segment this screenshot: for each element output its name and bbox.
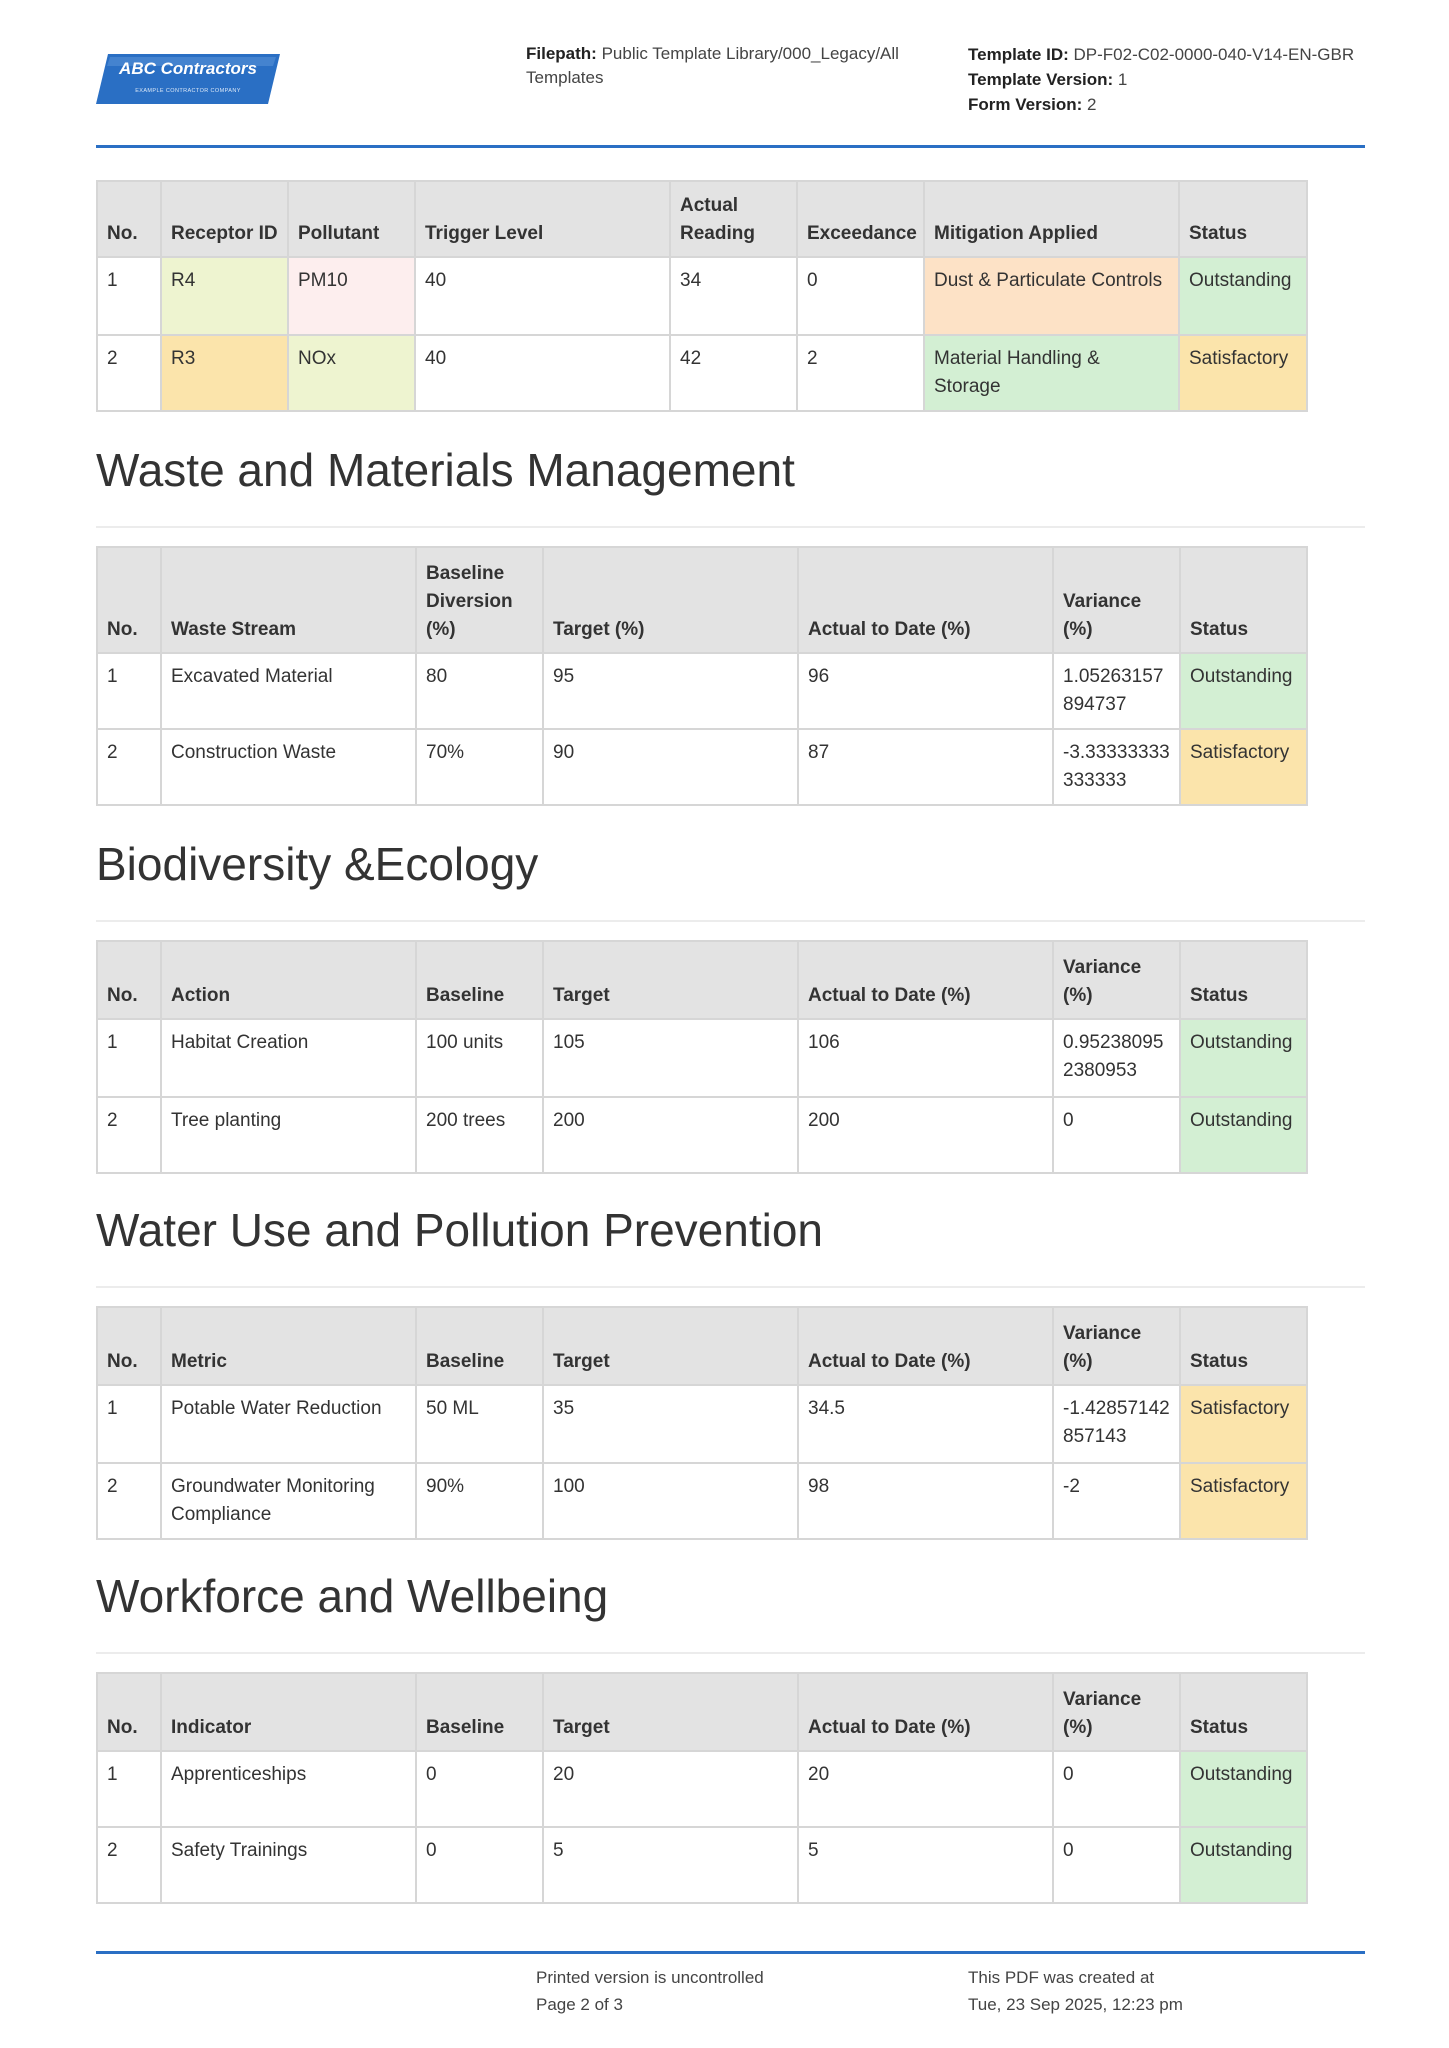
table-cell: 100 bbox=[543, 1463, 798, 1539]
section-divider bbox=[96, 526, 1365, 528]
table-cell: 2 bbox=[797, 335, 924, 411]
col-header: Action bbox=[161, 941, 416, 1019]
table-header-row bbox=[97, 181, 1307, 257]
table-row bbox=[97, 1463, 1307, 1539]
col-header: Variance (%) bbox=[1053, 1673, 1180, 1751]
template-version-line bbox=[968, 67, 1408, 92]
filepath-info bbox=[526, 42, 926, 90]
table-cell: 0 bbox=[797, 257, 924, 335]
table-cell: 34.5 bbox=[798, 1385, 1053, 1463]
table-row bbox=[97, 1019, 1307, 1097]
table-cell: 5 bbox=[543, 1827, 798, 1903]
table-header-row bbox=[97, 1673, 1307, 1751]
uncontrolled-note: Printed version is uncontrolled bbox=[536, 1968, 764, 1987]
logo-text: ABC Contractors bbox=[119, 59, 257, 78]
table-header-row bbox=[97, 1307, 1307, 1385]
table-cell: Habitat Creation bbox=[161, 1019, 416, 1097]
table-row bbox=[97, 335, 1307, 411]
table-cell: 2 bbox=[97, 1463, 161, 1539]
status-cell: Outstanding bbox=[1180, 1019, 1307, 1097]
col-header: Target (%) bbox=[543, 547, 798, 653]
table-cell: 0.952380952380953 bbox=[1053, 1019, 1180, 1097]
status-cell: Satisfactory bbox=[1180, 1385, 1307, 1463]
template-info bbox=[968, 42, 1408, 117]
table-cell: 20 bbox=[543, 1751, 798, 1827]
footer-divider bbox=[96, 1951, 1365, 1954]
col-header: Waste Stream bbox=[161, 547, 416, 653]
created-label: This PDF was created at bbox=[968, 1968, 1155, 1987]
table-cell: Potable Water Reduction bbox=[161, 1385, 416, 1463]
form-version-line bbox=[968, 92, 1408, 117]
table-cell: 1 bbox=[97, 1751, 161, 1827]
table-cell: 200 trees bbox=[416, 1097, 543, 1173]
table-cell: 2 bbox=[97, 1097, 161, 1173]
section-divider bbox=[96, 1286, 1365, 1288]
air-quality-table bbox=[96, 180, 1308, 412]
table-row bbox=[97, 653, 1307, 729]
table-cell: 2 bbox=[97, 729, 161, 805]
table-cell: 96 bbox=[798, 653, 1053, 729]
company-logo bbox=[96, 52, 280, 106]
filepath-label: Filepath: bbox=[526, 44, 597, 63]
table-row bbox=[97, 1751, 1307, 1827]
template-id-label: Template ID: bbox=[968, 45, 1069, 64]
table-cell: 1.05263157894737 bbox=[1053, 653, 1180, 729]
col-header: Metric bbox=[161, 1307, 416, 1385]
biodiversity-table bbox=[96, 940, 1308, 1174]
table-cell: 35 bbox=[543, 1385, 798, 1463]
col-header: Baseline Diversion (%) bbox=[416, 547, 543, 653]
col-header: Status bbox=[1180, 941, 1307, 1019]
table-row bbox=[97, 1097, 1307, 1173]
footer-left bbox=[536, 1964, 896, 2018]
section-title-water: Water Use and Pollution Prevention bbox=[96, 1204, 824, 1256]
col-header: Status bbox=[1180, 1673, 1307, 1751]
table-cell: 50 ML bbox=[416, 1385, 543, 1463]
created-timestamp: Tue, 23 Sep 2025, 12:23 pm bbox=[968, 1995, 1183, 2014]
col-header: Variance (%) bbox=[1053, 941, 1180, 1019]
table-cell: 5 bbox=[798, 1827, 1053, 1903]
table-row bbox=[97, 1385, 1307, 1463]
table-row bbox=[97, 257, 1307, 335]
col-header: Target bbox=[543, 1673, 798, 1751]
section-divider bbox=[96, 920, 1365, 922]
table-cell: 95 bbox=[543, 653, 798, 729]
col-header: No. bbox=[97, 1673, 161, 1751]
table-cell: 87 bbox=[798, 729, 1053, 805]
col-header: Status bbox=[1180, 547, 1307, 653]
table-cell: Groundwater Monitoring Compliance bbox=[161, 1463, 416, 1539]
col-header: Actual to Date (%) bbox=[798, 547, 1053, 653]
table-cell: 0 bbox=[416, 1751, 543, 1827]
col-header: Target bbox=[543, 1307, 798, 1385]
table-cell: 1 bbox=[97, 1019, 161, 1097]
table-cell: Construction Waste bbox=[161, 729, 416, 805]
table-cell: -1.42857142857143 bbox=[1053, 1385, 1180, 1463]
table-cell: R3 bbox=[161, 335, 288, 411]
table-cell: Apprenticeships bbox=[161, 1751, 416, 1827]
table-cell: 98 bbox=[798, 1463, 1053, 1539]
table-cell: 0 bbox=[1053, 1097, 1180, 1173]
section-divider bbox=[96, 1652, 1365, 1654]
template-id-value: DP-F02-C02-0000-040-V14-EN-GBR bbox=[1073, 45, 1355, 64]
col-header: Target bbox=[543, 941, 798, 1019]
table-cell: 80 bbox=[416, 653, 543, 729]
template-version-label: Template Version: bbox=[968, 70, 1114, 89]
col-header: Variance (%) bbox=[1053, 1307, 1180, 1385]
status-cell: Outstanding bbox=[1179, 257, 1307, 335]
table-cell: 90% bbox=[416, 1463, 543, 1539]
table-cell: Tree planting bbox=[161, 1097, 416, 1173]
col-header: Actual to Date (%) bbox=[798, 941, 1053, 1019]
table-cell: 1 bbox=[97, 653, 161, 729]
col-header: Baseline bbox=[416, 1673, 543, 1751]
status-cell: Satisfactory bbox=[1179, 335, 1307, 411]
table-cell: 2 bbox=[97, 335, 161, 411]
waste-table bbox=[96, 546, 1308, 806]
status-cell: Satisfactory bbox=[1180, 1463, 1307, 1539]
col-header: No. bbox=[97, 181, 161, 257]
water-table bbox=[96, 1306, 1308, 1540]
section-title-workforce: Workforce and Wellbeing bbox=[96, 1570, 609, 1622]
logo-subtext: EXAMPLE CONTRACTOR COMPANY bbox=[135, 88, 241, 94]
col-header: Baseline bbox=[416, 941, 543, 1019]
status-cell: Outstanding bbox=[1180, 653, 1307, 729]
table-cell: 2 bbox=[97, 1827, 161, 1903]
table-cell: 200 bbox=[543, 1097, 798, 1173]
col-header: Actual to Date (%) bbox=[798, 1673, 1053, 1751]
table-cell: PM10 bbox=[288, 257, 415, 335]
status-cell: Outstanding bbox=[1180, 1097, 1307, 1173]
col-header: No. bbox=[97, 1307, 161, 1385]
col-header: Indicator bbox=[161, 1673, 416, 1751]
table-cell: 70% bbox=[416, 729, 543, 805]
table-cell: 1 bbox=[97, 1385, 161, 1463]
table-cell: 1 bbox=[97, 257, 161, 335]
table-cell: 0 bbox=[1053, 1751, 1180, 1827]
table-cell: -2 bbox=[1053, 1463, 1180, 1539]
footer-right bbox=[968, 1964, 1368, 2018]
col-header: Status bbox=[1180, 1307, 1307, 1385]
table-cell: 90 bbox=[543, 729, 798, 805]
table-cell: Material Handling & Storage bbox=[924, 335, 1179, 411]
table-cell: -3.33333333333333 bbox=[1053, 729, 1180, 805]
table-row bbox=[97, 729, 1307, 805]
col-header: Status bbox=[1179, 181, 1307, 257]
table-header-row bbox=[97, 941, 1307, 1019]
form-version-value: 2 bbox=[1087, 95, 1097, 114]
table-cell: 34 bbox=[670, 257, 797, 335]
template-version-value: 1 bbox=[1117, 70, 1128, 89]
table-cell: 200 bbox=[798, 1097, 1053, 1173]
table-cell: 105 bbox=[543, 1019, 798, 1097]
table-cell: 106 bbox=[798, 1019, 1053, 1097]
table-cell: 100 units bbox=[416, 1019, 543, 1097]
status-cell: Satisfactory bbox=[1180, 729, 1307, 805]
section-title-biodiversity: Biodiversity &Ecology bbox=[96, 838, 539, 890]
logo-badge-icon bbox=[96, 52, 280, 106]
page-number: Page 2 of 3 bbox=[536, 1995, 623, 2014]
table-cell: 40 bbox=[415, 335, 670, 411]
col-header: Actual Reading bbox=[670, 181, 797, 257]
page-header bbox=[0, 0, 1449, 148]
table-cell: R4 bbox=[161, 257, 288, 335]
table-cell: Safety Trainings bbox=[161, 1827, 416, 1903]
table-cell: NOx bbox=[288, 335, 415, 411]
status-cell: Outstanding bbox=[1180, 1751, 1307, 1827]
col-header: Baseline bbox=[416, 1307, 543, 1385]
table-header-row bbox=[97, 547, 1307, 653]
form-version-label: Form Version: bbox=[968, 95, 1083, 114]
col-header: No. bbox=[97, 941, 161, 1019]
col-header: Pollutant bbox=[288, 181, 415, 257]
col-header: Trigger Level bbox=[415, 181, 670, 257]
table-cell: Excavated Material bbox=[161, 653, 416, 729]
table-row bbox=[97, 1827, 1307, 1903]
table-cell: Dust & Particulate Controls bbox=[924, 257, 1179, 335]
workforce-table bbox=[96, 1672, 1308, 1904]
table-cell: 0 bbox=[416, 1827, 543, 1903]
status-cell: Outstanding bbox=[1180, 1827, 1307, 1903]
template-id-line bbox=[968, 42, 1408, 67]
col-header: Mitigation Applied bbox=[924, 181, 1179, 257]
table-cell: 42 bbox=[670, 335, 797, 411]
header-divider bbox=[96, 145, 1365, 148]
col-header: Exceedance bbox=[797, 181, 924, 257]
col-header: Actual to Date (%) bbox=[798, 1307, 1053, 1385]
col-header: Receptor ID bbox=[161, 181, 288, 257]
table-cell: 0 bbox=[1053, 1827, 1180, 1903]
section-title-waste: Waste and Materials Management bbox=[96, 444, 795, 496]
table-cell: 20 bbox=[798, 1751, 1053, 1827]
col-header: No. bbox=[97, 547, 161, 653]
filepath-value: Public Template Library/000_Legacy/All Templates bbox=[526, 44, 899, 87]
col-header: Variance (%) bbox=[1053, 547, 1180, 653]
table-cell: 40 bbox=[415, 257, 670, 335]
